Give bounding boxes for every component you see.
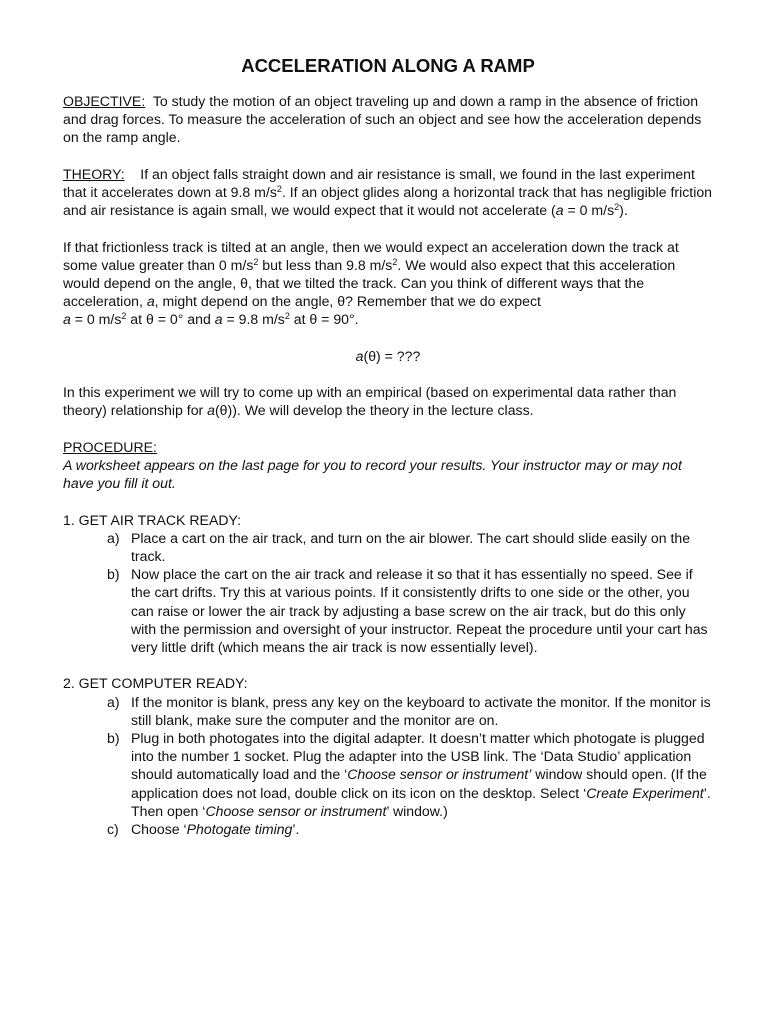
theory-text: If an object falls straight down and air resistance is small, we found in the last experiment that it accelerates down at 9.8 m/s bbox=[63, 165, 695, 200]
list-text-part: ’. Then open ‘ bbox=[131, 784, 711, 819]
list-text: Now place the cart on the air track and release it so that it has essentially no speed. See if the cart drifts. Try this at various points. If it consistently drifts to one side or the other, you can raise or lower the air track by adjusting a base screw on the air track, but do this only with the permission and oversight of your instructor. Repeat the procedure until your cart has very little drift (which means the air track is now essentially level). bbox=[131, 566, 708, 655]
list-marker: a) bbox=[107, 529, 120, 546]
variable: a bbox=[63, 311, 71, 328]
superscript: 2 bbox=[276, 184, 282, 194]
theory-paragraph-3 bbox=[63, 383, 713, 419]
step-1a bbox=[107, 529, 713, 565]
theory-text: but less than 9.8 m/s bbox=[258, 256, 393, 273]
ui-name: Choose sensor or instrument’ bbox=[347, 766, 532, 783]
superscript: 2 bbox=[121, 311, 127, 322]
list-text-part: ’. bbox=[292, 821, 300, 838]
list-text-part: window should open. (If the application does not load, double click on its icon on the desktop. Select ‘ bbox=[131, 766, 707, 801]
ui-name: Photogate timing bbox=[186, 821, 293, 838]
objective-paragraph bbox=[63, 92, 713, 147]
variable: a bbox=[214, 311, 223, 328]
theory-text: at θ = 0° and bbox=[126, 311, 215, 328]
list-marker: a) bbox=[107, 693, 120, 710]
ui-name: Create Experiment bbox=[586, 784, 704, 801]
list-text-part: Choose ‘ bbox=[131, 821, 187, 838]
theory-paragraph-2 bbox=[63, 238, 713, 329]
theory-text: . We would also expect that this acceleration would depend on the angle, θ, that we tilted the track. Can you think of different ways that the acceleration, bbox=[63, 256, 676, 310]
list-marker: b) bbox=[107, 566, 120, 583]
formula-line bbox=[63, 347, 713, 365]
list-marker: c) bbox=[107, 821, 119, 838]
theory-text: (θ)). We will develop the theory in the lecture class. bbox=[214, 402, 534, 419]
superscript: 2 bbox=[284, 311, 290, 322]
procedure-label bbox=[63, 438, 713, 456]
theory-text: In this experiment we will try to come up with an empirical (based on experimental data rather than theory) relationship for bbox=[63, 384, 677, 419]
step-2c bbox=[107, 820, 713, 838]
theory-paragraph-1 bbox=[63, 165, 713, 220]
list-text: Place a cart on the air track, and turn on the air blower. The cart should slide easily on the track. bbox=[131, 529, 691, 564]
list-text: If the monitor is blank, press any key on the keyboard to activate the monitor. If the monitor is still blank, make sure the computer and the monitor are on. bbox=[131, 693, 711, 728]
list-marker: b) bbox=[107, 730, 120, 746]
formula-text: (θ) = ??? bbox=[363, 347, 421, 364]
objective-label: OBJECTIVE: bbox=[63, 93, 146, 109]
document-page bbox=[63, 54, 713, 838]
theory-label: THEORY: bbox=[63, 165, 125, 182]
theory-text: = 0 m/s bbox=[563, 202, 615, 219]
superscript: 2 bbox=[253, 256, 259, 267]
step-2a bbox=[107, 693, 713, 729]
step-2b bbox=[107, 729, 713, 820]
list-text bbox=[131, 729, 713, 820]
theory-text: If that frictionless track is tilted at an angle, then we would expect an acceleration down the track at some value greater than 0 m/s bbox=[63, 238, 679, 273]
superscript: 2 bbox=[614, 202, 620, 213]
step-1-heading: 1. GET AIR TRACK READY: bbox=[63, 511, 242, 528]
theory-text: ). bbox=[619, 202, 628, 219]
theory-text: at θ = 90°. bbox=[289, 311, 359, 328]
theory-text: . If an object glides along a horizontal track that has negligible friction and air resistance is again small, we would expect that it would not accelerate ( bbox=[63, 184, 713, 219]
list-text-part: Plug in both photogates into the digital adapter. It doesn’t matter which photogate is plugged into the number 1 socket. Plug the adapter into the USB link. The ‘Data Studio’ application should automatically load and the ‘ bbox=[131, 730, 705, 783]
procedure-note: A worksheet appears on the last page for you to record your results. Your instructor may or may not have you fill it out. bbox=[63, 456, 682, 492]
step-1b bbox=[107, 565, 713, 656]
theory-text: , might depend on the angle, θ? Remember that we do expect bbox=[154, 293, 541, 310]
theory-text: = 0 m/s bbox=[70, 311, 122, 328]
variable: a bbox=[355, 347, 364, 364]
variable: a bbox=[146, 293, 155, 310]
list-text-part: ’ window.) bbox=[386, 802, 448, 819]
ui-name: Choose sensor or instrument bbox=[205, 802, 387, 819]
document-title: ACCELERATION ALONG A RAMP bbox=[241, 55, 535, 76]
theory-text: = 9.8 m/s bbox=[222, 311, 285, 328]
procedure-heading: PROCEDURE: bbox=[63, 438, 157, 455]
list-text bbox=[131, 820, 713, 838]
superscript: 2 bbox=[392, 256, 398, 267]
variable: a bbox=[207, 402, 215, 419]
variable: a bbox=[555, 202, 564, 219]
step-2-heading: 2. GET COMPUTER READY: bbox=[63, 675, 248, 692]
objective-text: To study the motion of an object traveling up and down a ramp in the absence of friction and drag forces. To measure the acceleration of such an object and see how the acceleration depends on the ramp angle. bbox=[63, 93, 702, 146]
